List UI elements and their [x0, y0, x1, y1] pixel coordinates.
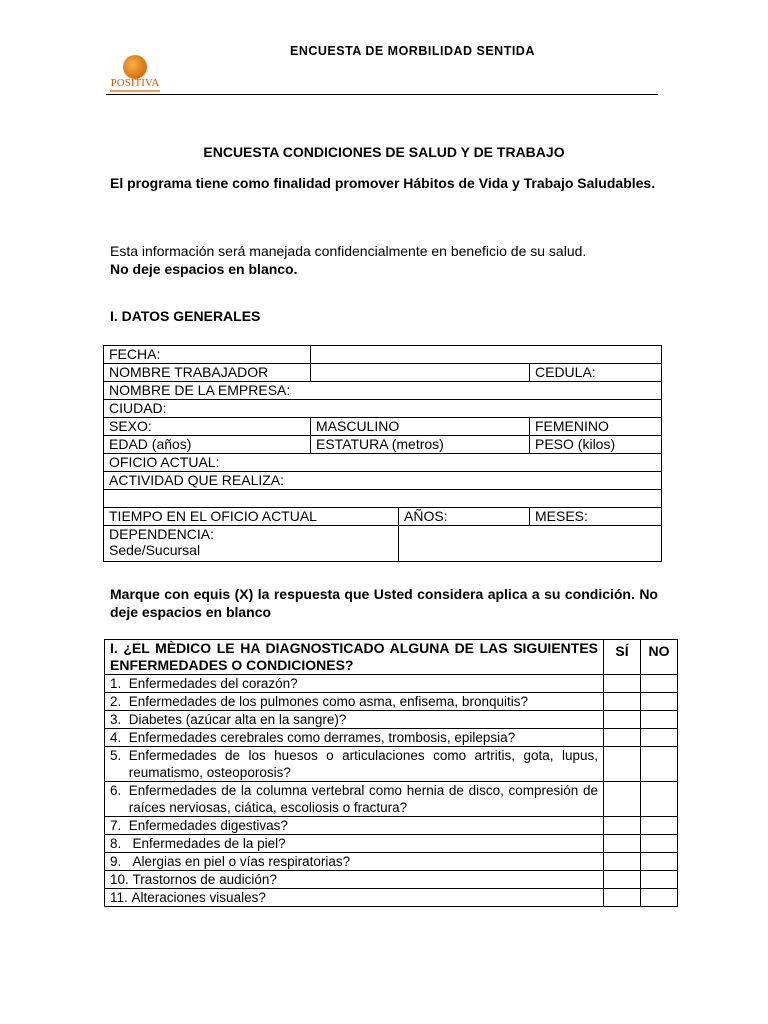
table-row [105, 711, 678, 729]
logo-underline [110, 90, 160, 92]
table-row [105, 782, 678, 817]
disease-item-number: 11. [110, 890, 132, 905]
fecha-field[interactable] [311, 346, 662, 364]
masculino-option[interactable]: MASCULINO [311, 418, 530, 436]
no-checkbox-cell[interactable] [641, 675, 678, 693]
disease-item-number: 2. [110, 694, 129, 709]
yes-checkbox-cell[interactable] [604, 871, 641, 889]
no-column-header: NO [641, 640, 678, 675]
no-checkbox-cell[interactable] [641, 747, 678, 782]
nombre-empresa-field[interactable]: NOMBRE DE LA EMPRESA: [104, 382, 662, 400]
edad-field[interactable]: EDAD (años) [104, 436, 311, 454]
sexo-label: SEXO: [104, 418, 311, 436]
table-row [105, 835, 678, 853]
no-checkbox-cell[interactable] [641, 889, 678, 907]
diseases-rows [105, 675, 678, 907]
header-divider [106, 94, 658, 95]
disease-item-number: 4. [110, 730, 129, 745]
table-row [104, 418, 662, 436]
instruction-text: Marque con equis (X) la respuesta que Usted considera aplica a su condición. No deje espacios en blanco [110, 586, 658, 620]
disease-item [105, 889, 604, 907]
table-row [104, 508, 662, 526]
actividad-field[interactable]: ACTIVIDAD QUE REALIZA: [104, 472, 662, 490]
no-checkbox-cell[interactable] [641, 871, 678, 889]
table-row [104, 436, 662, 454]
disease-item-line [110, 782, 598, 816]
disease-item-line [110, 871, 598, 888]
ciudad-field[interactable]: CIUDAD: [104, 400, 662, 418]
disease-item [105, 693, 604, 711]
disease-item [105, 729, 604, 747]
no-checkbox-cell[interactable] [641, 817, 678, 835]
cedula-field[interactable]: CEDULA: [530, 364, 662, 382]
no-checkbox-cell[interactable] [641, 835, 678, 853]
no-checkbox-cell[interactable] [641, 711, 678, 729]
no-checkbox-cell[interactable] [641, 729, 678, 747]
disease-item-line [110, 729, 598, 746]
document-header: ENCUESTA DE MORBILIDAD SENTIDA [290, 44, 535, 58]
meses-field[interactable]: MESES: [530, 508, 662, 526]
oficio-field[interactable]: OFICIO ACTUAL: [104, 454, 662, 472]
disease-item [105, 711, 604, 729]
table-row [105, 675, 678, 693]
no-blanks-text: No deje espacios en blanco. [110, 261, 298, 277]
table-row [104, 526, 662, 562]
yes-checkbox-cell[interactable] [604, 729, 641, 747]
confidential-text: Esta información será manejada confidencialmente en beneficio de su salud. [110, 243, 587, 259]
disease-item [105, 675, 604, 693]
dependencia-label [104, 526, 399, 562]
page-title: ENCUESTA CONDICIONES DE SALUD Y DE TRABAJO [203, 144, 565, 160]
yes-checkbox-cell[interactable] [604, 853, 641, 871]
yes-column-header: SÍ [604, 640, 641, 675]
disease-item-line [110, 693, 598, 710]
disease-item-number: 8. [110, 836, 133, 851]
disease-item-line [110, 889, 598, 906]
disease-item-text: Enfermedades del corazón? [128, 676, 298, 691]
dependencia-text: DEPENDENCIA: [109, 526, 215, 542]
no-checkbox-cell[interactable] [641, 693, 678, 711]
actividad-field-continued[interactable] [104, 490, 662, 508]
diseases-table [104, 639, 678, 907]
disease-item-text: Alteraciones visuales? [131, 890, 266, 905]
disease-item [105, 871, 604, 889]
nombre-trabajador-label: NOMBRE TRABAJADOR [104, 364, 311, 382]
disease-item-number: 7. [110, 818, 129, 833]
positiva-logo [106, 55, 164, 95]
yes-checkbox-cell[interactable] [604, 817, 641, 835]
table-row [104, 400, 662, 418]
sun-icon [123, 55, 147, 79]
yes-checkbox-cell[interactable] [604, 782, 641, 817]
table-header-row [105, 640, 678, 675]
disease-item [105, 853, 604, 871]
tiempo-label: TIEMPO EN EL OFICIO ACTUAL [104, 508, 399, 526]
disease-item-text: Enfermedades cerebrales como derrames, trombosis, epilepsia? [128, 730, 516, 745]
nombre-trabajador-field[interactable] [311, 364, 530, 382]
yes-checkbox-cell[interactable] [604, 711, 641, 729]
logo-text: POSITIVA [110, 77, 160, 89]
estatura-field[interactable]: ESTATURA (metros) [311, 436, 530, 454]
disease-item-number: 5. [110, 748, 129, 763]
table-row [105, 747, 678, 782]
section-title-datos-generales: I. DATOS GENERALES [110, 308, 261, 324]
disease-item-line [110, 675, 598, 692]
disease-item-text: Enfermedades digestivas? [128, 818, 288, 833]
disease-item-number: 3. [110, 712, 129, 727]
disease-item-text: Alergias en piel o vías respiratorias? [132, 854, 351, 869]
disease-item [105, 747, 604, 782]
peso-field[interactable]: PESO (kilos) [530, 436, 662, 454]
disease-item-text: Trastornos de audición? [132, 872, 277, 887]
no-checkbox-cell[interactable] [641, 853, 678, 871]
yes-checkbox-cell[interactable] [604, 693, 641, 711]
disease-item-text: Enfermedades de los huesos o articulaciones como artritis, gota, lupus, reumatismo, osteoporosis? [128, 748, 598, 780]
disease-item-text: Enfermedades de los pulmones como asma, enfisema, bronquitis? [128, 694, 528, 709]
yes-checkbox-cell[interactable] [604, 675, 641, 693]
table-row [104, 490, 662, 508]
femenino-option[interactable]: FEMENINO [530, 418, 662, 436]
table-row [105, 693, 678, 711]
disease-item-text: Enfermedades de la piel? [132, 836, 286, 851]
disease-item-line [110, 853, 598, 870]
table-row [104, 454, 662, 472]
diseases-question: I. ¿EL MÈDICO LE HA DIAGNOSTICADO ALGUNA DE LAS SIGUIENTES ENFERMEDADES O CONDICIONES? [105, 640, 604, 675]
table-row [105, 853, 678, 871]
table-row [105, 889, 678, 907]
disease-item-number: 1. [110, 676, 129, 691]
disease-item-number: 9. [110, 854, 133, 869]
table-row [105, 817, 678, 835]
disease-item-line [110, 817, 598, 834]
dependencia-field[interactable] [399, 526, 662, 562]
yes-checkbox-cell[interactable] [604, 747, 641, 782]
disease-item-text: Diabetes (azúcar alta en la sangre)? [128, 712, 347, 727]
yes-checkbox-cell[interactable] [604, 835, 641, 853]
anos-field[interactable]: AÑOS: [399, 508, 530, 526]
disease-item [105, 835, 604, 853]
table-row [104, 472, 662, 490]
disease-item-line [110, 835, 598, 852]
disease-item-line [110, 747, 598, 781]
disease-item [105, 817, 604, 835]
table-row [104, 382, 662, 400]
disease-item-line [110, 711, 598, 728]
yes-checkbox-cell[interactable] [604, 889, 641, 907]
disease-item [105, 782, 604, 817]
table-row [105, 729, 678, 747]
disease-item-number: 6. [110, 783, 129, 798]
sede-text: Sede/Sucursal [109, 542, 201, 558]
table-row [105, 871, 678, 889]
disease-item-text: Enfermedades de la columna vertebral como hernia de disco, compresión de raíces nerviosas, ciática, escoliosis o fractura? [128, 783, 598, 815]
table-row [104, 346, 662, 364]
table-row [104, 364, 662, 382]
general-data-table [103, 345, 662, 562]
no-checkbox-cell[interactable] [641, 782, 678, 817]
fecha-label: FECHA: [104, 346, 311, 364]
disease-item-number: 10. [110, 872, 133, 887]
intro-text: El programa tiene como finalidad promover Hábitos de Vida y Trabajo Saludables. [110, 175, 656, 191]
